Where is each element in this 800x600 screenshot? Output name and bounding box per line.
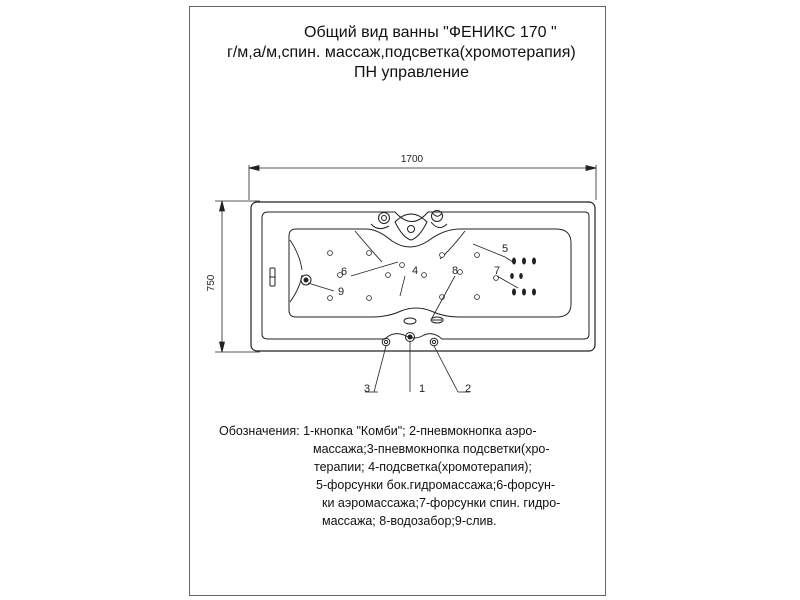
aero-button-icon — [430, 338, 438, 346]
legend-line-5: ки аэромассажа;7-форсунки спин. гидро- — [322, 496, 561, 510]
legend-line-3: терапии; 4-подсветка(хромотерапия); — [314, 460, 532, 474]
length-dimension-label: 1700 — [400, 154, 424, 165]
water-intake — [404, 317, 443, 324]
callout-1: 1 — [419, 383, 426, 395]
spout-icon — [395, 214, 427, 240]
width-dimension-label: 750 — [206, 274, 217, 292]
title-line-3: ПН управление — [354, 64, 469, 81]
length-dimension — [249, 165, 596, 200]
title-line-1: Общий вид ванны "ФЕНИКС 170 " — [304, 24, 557, 41]
callout-6: 6 — [341, 266, 348, 278]
bathtub-basin — [289, 229, 571, 317]
callout-7: 7 — [494, 265, 501, 277]
legend-line-2: массажа;3-пневмокнопка подсветки(хро- — [313, 442, 550, 456]
legend-line-4: 5-форсунки бок.гидромассажа;6-форсун- — [316, 478, 556, 492]
side-hydro-jets — [510, 258, 536, 296]
callout-2: 2 — [465, 383, 472, 395]
callout-3: 3 — [364, 383, 371, 395]
legend-line-1: Обозначения: 1-кнопка "Комби"; 2-пневмокнопка аэро- — [219, 424, 537, 438]
overflow-fitting — [270, 268, 275, 286]
footwell-contour — [290, 240, 302, 302]
title-line-2: г/м,а/м,спин. массаж,подсветка(хромотерапия) — [227, 44, 576, 61]
callout-4: 4 — [412, 265, 419, 277]
callout-5: 5 — [502, 243, 509, 255]
light-button-icon — [382, 338, 390, 346]
callout-8: 8 — [452, 265, 459, 277]
callout-9: 9 — [338, 286, 345, 298]
legend-line-6: массажа; 8-водозабор;9-слив. — [322, 514, 497, 528]
width-dimension — [215, 201, 260, 352]
tap-left-icon — [379, 213, 390, 224]
